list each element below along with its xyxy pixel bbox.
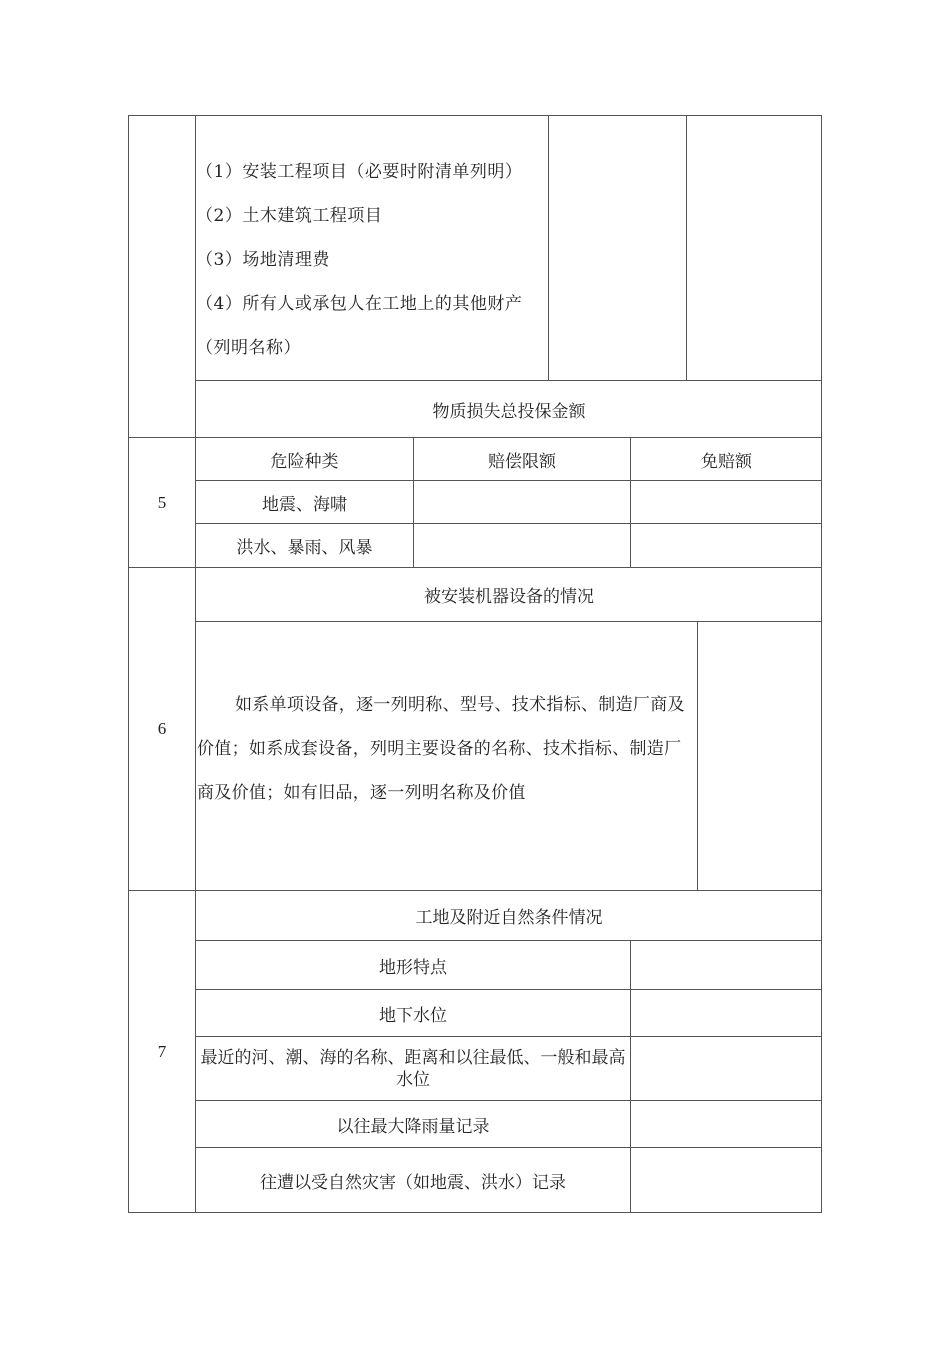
- section-number-7: 7: [157, 1042, 167, 1061]
- section-number-5: 5: [157, 492, 167, 512]
- column-divider: [548, 115, 549, 380]
- risk-flood-storm: 洪水、暴雨、风暴: [236, 538, 373, 558]
- insured-items-list: [196, 150, 548, 370]
- risk-earthquake-tsunami: 地震、海啸: [262, 494, 347, 515]
- section-number-6: 6: [157, 719, 167, 738]
- groundwater-level-label: 地下水位: [379, 1005, 447, 1026]
- header-compensation-limit: 赔偿限额: [488, 451, 556, 472]
- insured-item: （4）所有人或承包人在工地上的其他财产: [196, 294, 523, 314]
- row-divider: [196, 621, 822, 622]
- terrain-features-label: 地形特点: [379, 957, 447, 978]
- insured-item: （2）土木建筑工程项目: [196, 206, 383, 226]
- past-disasters-label: 往遭以受自然灾害（如地震、洪水）记录: [260, 1173, 566, 1193]
- total-sum-insured-label: 物质损失总投保金额: [432, 401, 586, 422]
- nearest-water-body-label: 最近的河、潮、海的名称、距离和以往最低、一般和最高水位: [200, 1047, 626, 1090]
- insured-item: （1）安装工程项目（必要时附清单列明）: [196, 162, 523, 182]
- max-rainfall-label: 以往最大降雨量记录: [336, 1116, 490, 1137]
- equipment-description: 如系单项设备，逐一列明称、型号、技术指标、制造厂商及价值；如系成套设备，列明主要设备的名称、技术指标、制造厂商及价值；如有旧品，逐一列明名称及价值: [197, 695, 685, 803]
- natural-conditions-title: 工地及附近自然条件情况: [415, 908, 603, 928]
- equipment-section-title: 被安装机器设备的情况: [424, 587, 594, 607]
- insured-item: （列明名称）: [196, 338, 301, 358]
- column-divider: [630, 940, 631, 1213]
- column-divider: [686, 115, 687, 380]
- header-deductible: 免赔额: [701, 451, 752, 472]
- header-risk-type: 危险种类: [270, 451, 339, 472]
- insured-item: （3）场地清理费: [196, 250, 330, 270]
- column-divider: [697, 621, 698, 890]
